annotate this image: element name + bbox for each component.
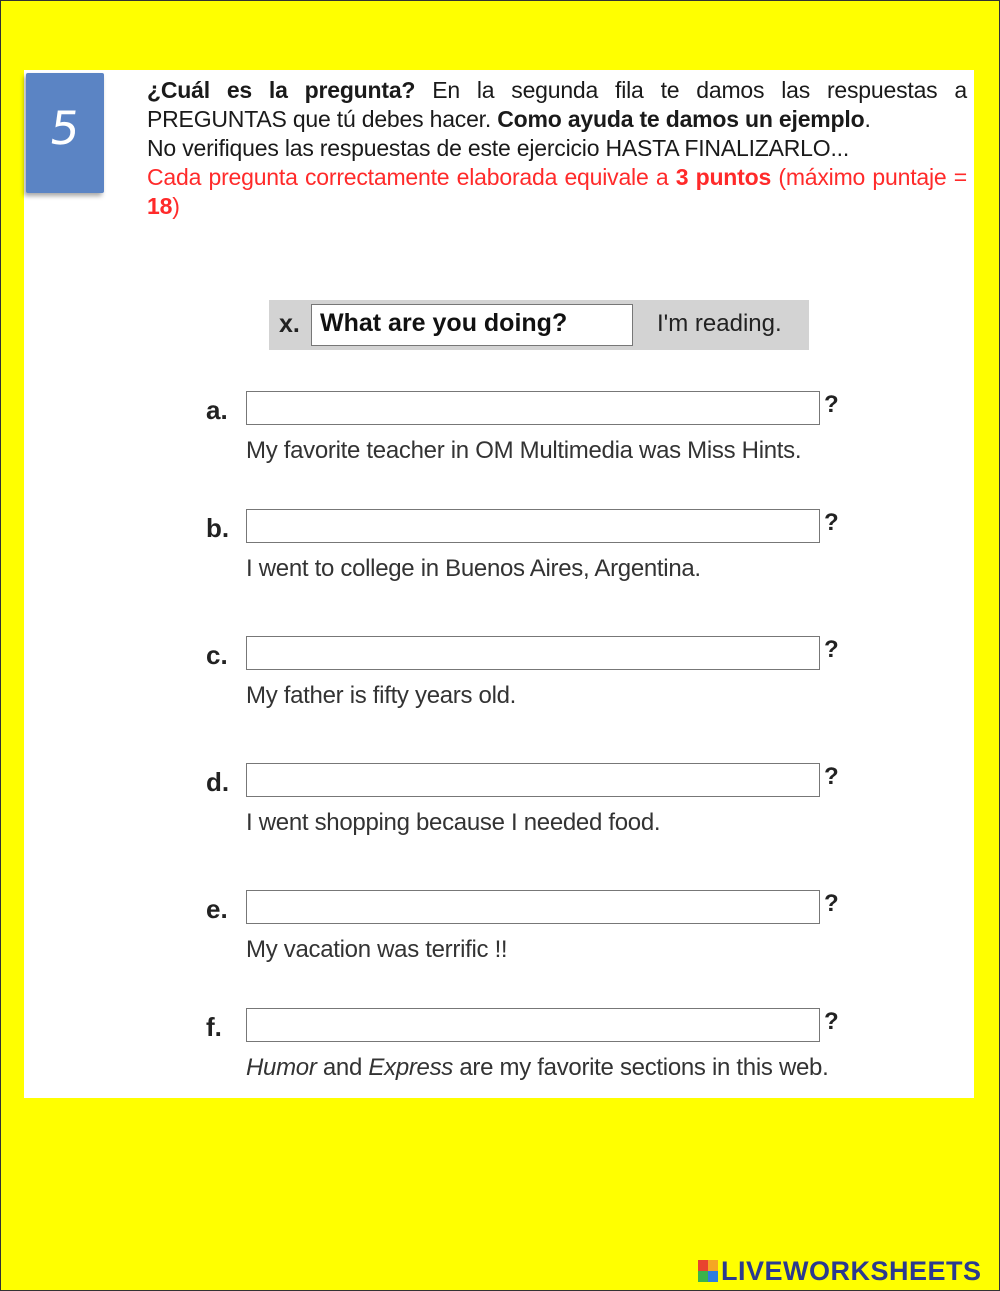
question-input-a[interactable] xyxy=(246,391,820,425)
logo-square xyxy=(698,1271,708,1282)
item-letter: d. xyxy=(206,767,230,797)
answer-italic-humor: Humor xyxy=(246,1054,317,1081)
question-mark: ? xyxy=(824,1008,839,1035)
instructions-scoring xyxy=(147,163,967,221)
item-letter: f. xyxy=(206,1012,222,1042)
scoring-text-1: Cada pregunta correctamente elaborada equivale a xyxy=(147,164,676,190)
instructions-warning: No verifiques las respuestas de este ejercicio HASTA FINALIZARLO... xyxy=(147,135,850,161)
question-input-f[interactable] xyxy=(246,1008,820,1042)
question-item-e xyxy=(200,890,880,990)
answer-text-b: I went to college in Buenos Aires, Argentina. xyxy=(246,555,701,582)
question-mark: ? xyxy=(824,391,839,418)
item-letter: a. xyxy=(206,395,228,425)
answer-text-d: I went shopping because I needed food. xyxy=(246,809,661,836)
instructions-text xyxy=(147,76,967,134)
question-input-b[interactable] xyxy=(246,509,820,543)
scoring-points: 3 puntos xyxy=(675,164,772,190)
brand-text: LIVEWORKSHEETS xyxy=(721,1255,982,1286)
answer-text-f xyxy=(246,1054,828,1082)
question-item-d xyxy=(200,763,880,863)
question-item-a xyxy=(200,391,880,491)
instructions xyxy=(147,76,967,221)
instructions-title: ¿Cuál es la pregunta? xyxy=(147,77,416,103)
question-item-c xyxy=(200,636,880,736)
example-letter: x. xyxy=(279,310,300,338)
answer-text-e: My vacation was terrific !! xyxy=(246,936,508,963)
scoring-text-3: ) xyxy=(172,193,180,219)
question-mark: ? xyxy=(824,890,839,917)
question-item-f xyxy=(200,1008,880,1108)
example-answer: I'm reading. xyxy=(657,310,782,337)
answer-italic-express: Express xyxy=(368,1054,454,1081)
logo-square xyxy=(708,1260,718,1271)
instructions-hint: Como ayuda te damos un ejemplo xyxy=(497,106,865,132)
liveworksheets-brand[interactable] xyxy=(698,1256,982,1286)
example-row xyxy=(269,300,809,350)
question-input-d[interactable] xyxy=(246,763,820,797)
scoring-max: 18 xyxy=(147,193,173,219)
item-letter: b. xyxy=(206,513,230,543)
question-mark: ? xyxy=(824,763,839,790)
scoring-text-2: (máximo puntaje = xyxy=(771,164,967,190)
question-mark: ? xyxy=(824,636,839,663)
item-letter: c. xyxy=(206,640,228,670)
answer-mid: and xyxy=(316,1054,369,1081)
example-question: What are you doing? xyxy=(311,304,633,346)
answer-text-c: My father is fifty years old. xyxy=(246,682,517,709)
question-mark: ? xyxy=(824,509,839,536)
exercise-number-badge xyxy=(26,73,104,193)
exercise-number: 5 xyxy=(46,101,84,155)
liveworksheets-logo-icon xyxy=(698,1260,718,1282)
instructions-hint-end: . xyxy=(864,106,871,132)
answer-rest: are my favorite sections in this web. xyxy=(453,1054,829,1081)
instructions-text-1: En la segunda fila te damos las respuestas a PREGUNTAS que tú debes hacer. xyxy=(147,77,967,132)
question-input-c[interactable] xyxy=(246,636,820,670)
logo-square xyxy=(698,1260,708,1271)
question-input-e[interactable] xyxy=(246,890,820,924)
item-letter: e. xyxy=(206,894,228,924)
question-item-b xyxy=(200,509,880,609)
logo-square xyxy=(708,1271,718,1282)
answer-text-a: My favorite teacher in OM Multimedia was Miss Hints. xyxy=(246,437,802,464)
